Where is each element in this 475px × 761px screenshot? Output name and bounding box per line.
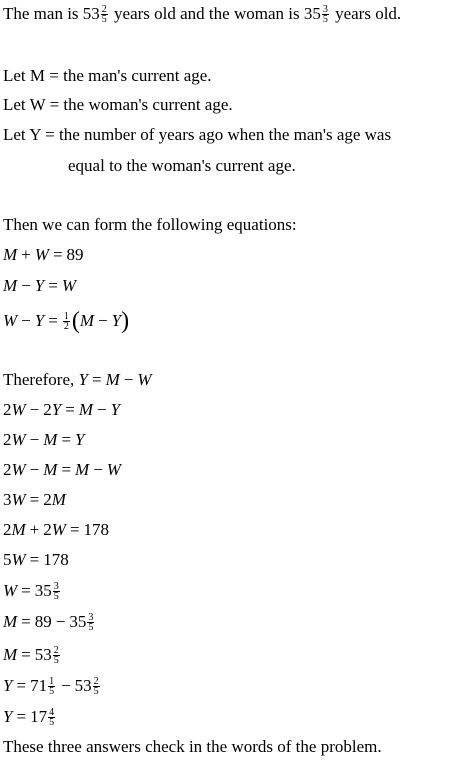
intro-text-1: The man is 53 — [3, 4, 100, 23]
closing-statement: These three answers check in the words of the problem. — [3, 737, 382, 756]
fraction-three-fifths: $\frac{3}{5}$ — [322, 3, 328, 25]
definition-w: Let W = the woman's current age. — [3, 95, 233, 114]
equation-age-difference: M − Y = W — [3, 276, 76, 295]
step-3: 2W − M = M − W — [3, 460, 121, 479]
solution-y-step: Y = 71 $\frac{1}{5}$ − 53 $\frac{2}{5}$ — [3, 675, 99, 697]
definition-m: Let M = the man's current age. — [3, 66, 212, 85]
fraction-one-half: $\frac{1}{2}$ — [63, 310, 69, 332]
solution-w: W = 35 $\frac{3}{5}$ — [3, 580, 59, 602]
solution-m-step: M = 89 − 35 $\frac{3}{5}$ — [3, 611, 94, 633]
solution-y: Y = 17 $\frac{4}{5}$ — [3, 706, 55, 728]
step-5: 2M + 2W = 178 — [3, 520, 110, 539]
solution-m: M = 53 $\frac{2}{5}$ — [3, 644, 59, 666]
therefore-line: Therefore, Y = M − W — [3, 370, 152, 389]
step-2: 2W − M = Y — [3, 430, 85, 449]
equation-sum: M + W = 89 — [3, 245, 84, 264]
equation-half: W − Y = $\frac{1}{2}$ (M − Y) — [3, 308, 130, 334]
intro-line — [3, 4, 401, 25]
intro-text-3: years old. — [330, 4, 402, 23]
intro-text-2: years old and the woman is 35 — [109, 4, 321, 23]
definition-y-continued: equal to the woman's current age. — [68, 156, 296, 175]
step-1: 2W − 2Y = M − Y — [3, 400, 121, 419]
equations-intro: Then we can form the following equations: — [3, 215, 297, 234]
definition-y: Let Y = the number of years ago when the man's age was — [3, 125, 392, 144]
step-4: 3W = 2M — [3, 490, 66, 509]
fraction-two-fifths: $\frac{2}{5}$ — [101, 3, 107, 25]
step-6: 5W = 178 — [3, 550, 69, 569]
therefore-label: Therefore, — [3, 370, 75, 389]
